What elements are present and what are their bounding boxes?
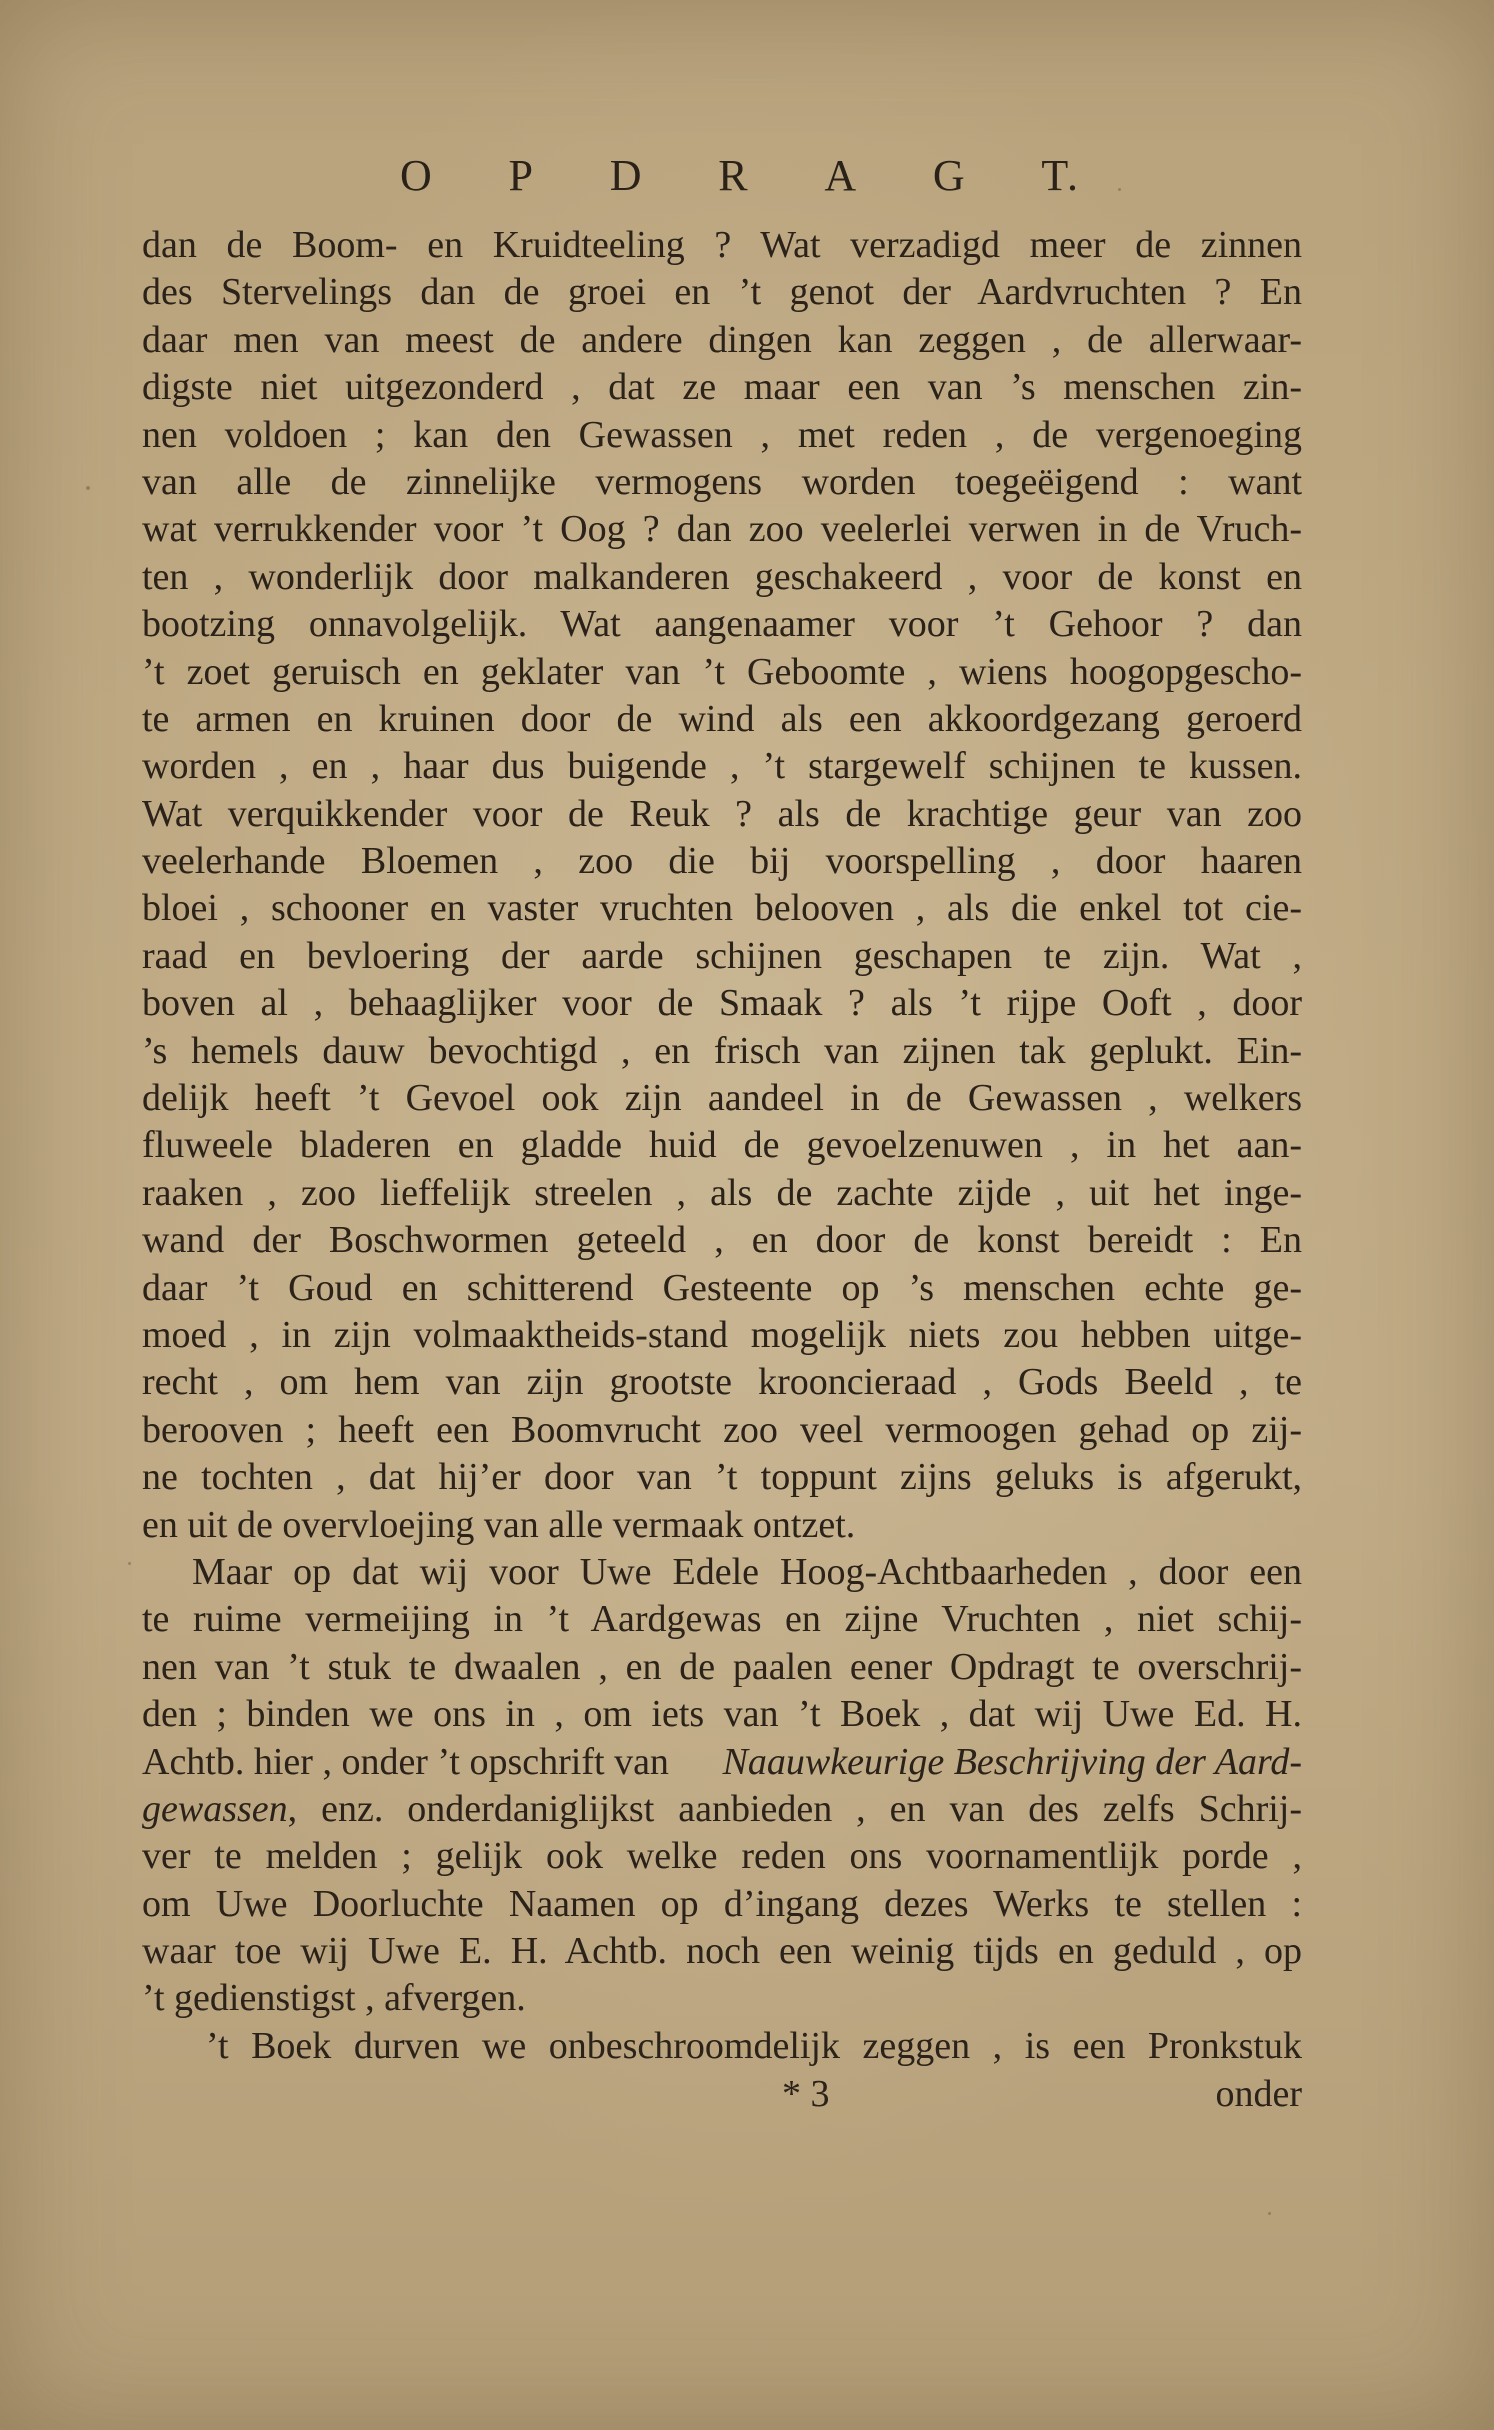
running-head-letter: O bbox=[400, 151, 434, 200]
running-head-letter: D bbox=[609, 151, 644, 200]
text-line: ver te melden ; gelijk ook welke reden ons voornamentlijk porde , bbox=[142, 1835, 1302, 1878]
text-line: om Uwe Doorluchte Naamen op d’ingang dezes Werks te stellen : bbox=[142, 1882, 1302, 1925]
text-line: boven al , behaaglijker voor de Smaak ? als ’t rijpe Ooft , door bbox=[142, 982, 1302, 1025]
text-line: ’s hemels dauw bevochtigd , en frisch van zijnen tak geplukt. Ein- bbox=[142, 1029, 1302, 1072]
text-line: ’t gedienstigst , afvergen. bbox=[142, 1977, 526, 2020]
text-line: des Stervelings dan de groei en ’t genot der Aardvruchten ? En bbox=[142, 271, 1302, 314]
text-line: bootzing onnavolgelijk. Wat aangenaamer voor ’t Gehoor ? dan bbox=[142, 603, 1302, 646]
text-line: berooven ; heeft een Boomvrucht zoo veel vermoogen gehad op zij- bbox=[142, 1408, 1302, 1451]
text-line: delijk heeft ’t Gevoel ook zijn aandeel in de Gewassen , welkers bbox=[142, 1077, 1302, 1120]
running-head-letter: R bbox=[718, 151, 750, 200]
text-segment: Achtb. hier , onder ’t opschrift van bbox=[142, 1740, 669, 1783]
body-text bbox=[142, 222, 1302, 2070]
running-head bbox=[400, 150, 1080, 201]
text-line: den ; binden we ons in , om iets van ’t Boek , dat wij Uwe Ed. H. bbox=[142, 1693, 1302, 1736]
text-line: raaken , zoo lieffelijk streelen , als de zachte zijde , uit het inge- bbox=[142, 1171, 1302, 1214]
running-head-letter: T. bbox=[1041, 151, 1080, 200]
text-line: moed , in zijn volmaaktheids-stand mogelijk niets zou hebben uitge- bbox=[142, 1313, 1302, 1356]
catchword: onder bbox=[1215, 2073, 1302, 2115]
text-segment: , enz. onderdaniglijkst aanbieden , en van des zelfs Schrij- bbox=[287, 1787, 1302, 1830]
page-footer bbox=[142, 2072, 1302, 2122]
text-line: te armen en kruinen door de wind als een akkoordgezang geroerd bbox=[142, 697, 1302, 740]
text-line: recht , om hem van zijn grootste krooncieraad , Gods Beeld , te bbox=[142, 1361, 1302, 1404]
text-line: ’t Boek durven we onbeschroomdelijk zeggen , is een Pronkstuk bbox=[206, 2024, 1302, 2067]
paper-speck bbox=[86, 486, 90, 490]
text-line: nen voldoen ; kan den Gewassen , met reden , de vergenoeging bbox=[142, 413, 1302, 456]
paper-speck bbox=[128, 1562, 131, 1565]
text-line: ten , wonderlijk door malkanderen geschakeerd , voor de konst en bbox=[142, 555, 1302, 598]
text-line: raad en bevloering der aarde schijnen geschapen te zijn. Wat , bbox=[142, 934, 1302, 977]
text-line: ’t zoet geruisch en geklater van ’t Geboomte , wiens hoogopgescho- bbox=[142, 650, 1302, 693]
book-title-italic: gewassen bbox=[142, 1787, 288, 1830]
text-line: Maar op dat wij voor Uwe Edele Hoog-Achtbaarheden , door een bbox=[192, 1550, 1302, 1593]
text-line bbox=[142, 1739, 1302, 1786]
text-line bbox=[142, 1786, 1302, 1833]
text-line: wat verrukkender voor ’t Oog ? dan zoo veelerlei verwen in de Vruch- bbox=[142, 508, 1302, 551]
text-line: van alle de zinnelijke vermogens worden toegeëigend : want bbox=[142, 460, 1302, 503]
text-line: digste niet uitgezonderd , dat ze maar een van ’s menschen zin- bbox=[142, 366, 1302, 409]
running-head-letter: G bbox=[932, 151, 967, 200]
text-line: en uit de overvloejing van alle vermaak ontzet. bbox=[142, 1503, 856, 1546]
book-title-italic: Naauwkeurige Beschrijving der Aard- bbox=[722, 1740, 1302, 1783]
paper-speck bbox=[1118, 188, 1121, 191]
text-line: nen van ’t stuk te dwaalen , en de paalen eener Opdragt te overschrij- bbox=[142, 1645, 1302, 1688]
text-line: daar men van meest de andere dingen kan zeggen , de allerwaar- bbox=[142, 318, 1302, 361]
text-line: dan de Boom- en Kruidteeling ? Wat verzadigd meer de zinnen bbox=[142, 224, 1302, 266]
text-line: waar toe wij Uwe E. H. Achtb. noch een weinig tijds en geduld , op bbox=[142, 1930, 1302, 1973]
running-head-letter: A bbox=[824, 151, 859, 200]
text-line: bloei , schooner en vaster vruchten belooven , als die enkel tot cie- bbox=[142, 887, 1302, 930]
text-line: te ruime vermeijing in ’t Aardgewas en zijne Vruchten , niet schij- bbox=[142, 1598, 1302, 1641]
signature-mark: * 3 bbox=[782, 2073, 830, 2115]
text-line: ne tochten , dat hij’er door van ’t toppunt zijns geluks is afgerukt, bbox=[142, 1456, 1302, 1499]
text-line: daar ’t Goud en schitterend Gesteente op ’s menschen echte ge- bbox=[142, 1266, 1302, 1309]
paper-speck bbox=[1268, 2212, 1271, 2215]
running-head-letter: P bbox=[508, 151, 535, 200]
text-line: worden , en , haar dus buigende , ’t stargewelf schijnen te kussen. bbox=[142, 745, 1302, 788]
text-line: Wat verquikkender voor de Reuk ? als de krachtige geur van zoo bbox=[142, 792, 1302, 835]
text-line: wand der Boschwormen geteeld , en door de konst bereidt : En bbox=[142, 1219, 1302, 1262]
text-line: fluweele bladeren en gladde huid de gevoelzenuwen , in het aan- bbox=[142, 1124, 1302, 1167]
text-line: veelerhande Bloemen , zoo die bij voorspelling , door haaren bbox=[142, 840, 1302, 883]
